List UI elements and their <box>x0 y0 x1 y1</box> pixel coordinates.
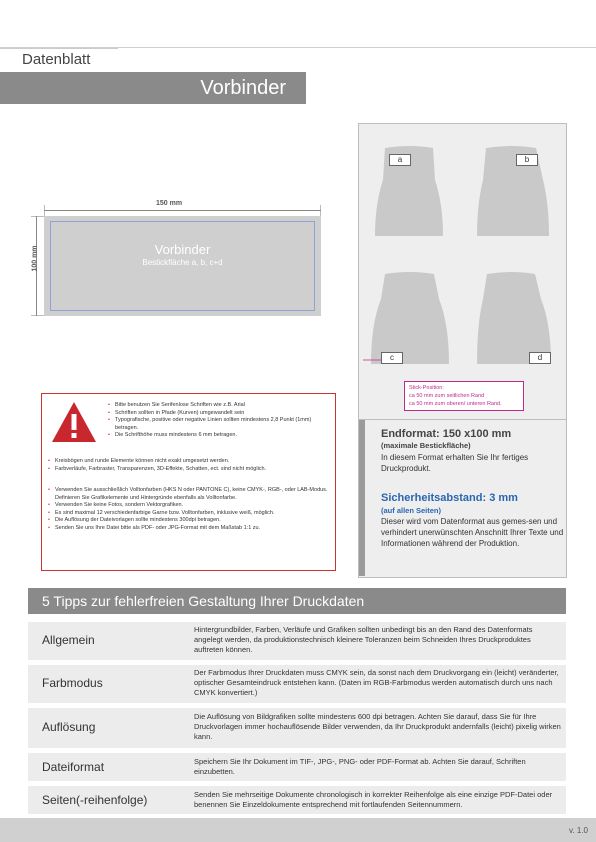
tag-d: d <box>529 352 551 364</box>
stick-position-line: ca 50 mm zum seitlichen Rand <box>409 393 485 399</box>
tip-text: Der Farbmodus Ihrer Druckdaten muss CMYK sein, da sonst nach dem Druckvorgang ein (leicht) veränderter, optischer Gesamteindruck entstehen kann. (Daten im RGB-Farbmodus werden automatisch durch uns nach CMYK konvertiert.) <box>194 668 559 697</box>
tip-row-seiten <box>28 786 566 814</box>
page-title: Vorbinder <box>200 77 286 99</box>
tip-text: Senden Sie mehrseitige Dokumente chronologisch in korrekter Reihenfolge als eine einzige PDF-Datei oder benennen Sie Einzeldokumente entsprechend mit fortlaufenden Seitennummern. <box>194 790 553 809</box>
tip-row-dateiformat <box>28 753 566 781</box>
warning-item: • Kreisbögen und runde Elemente können nicht exakt umgesetzt werden. <box>48 458 332 466</box>
width-dimension-line <box>44 210 321 211</box>
title-bar <box>0 72 306 104</box>
safety-subheading: (auf allen Seiten) <box>381 506 442 515</box>
extension-line <box>31 216 45 217</box>
warning-item: • Typografische, positive oder negative Linien sollten mindestens 2,8 Punkt (1mm) betragen. <box>108 417 330 432</box>
tip-text: Die Auflösung von Bildgrafiken sollte mindestens 600 dpi betragen. Achten Sie darauf, dass Sie für Ihre Druckvorlagen immer hochauflösende Bilder verwenden, da Ihr Druckprodukt andernfalls (leicht) pixelig wirken kann. <box>194 712 561 741</box>
safety-text: Dieser wird vom Datenformat aus gemes-sen und verhindert unerwünschten Anschnitt Ihrer Texte und Informationen während der Produktion. <box>381 517 564 548</box>
tip-text: Hintergrundbilder, Farben, Verläufe und Grafiken sollten unbedingt bis an den Rand des Datenformats angelegt werden, da produktionstechnisch kleinere Toleranzen beim Schneiden Ihres Druckproduktes auftreten können. <box>194 625 533 654</box>
tag-a: a <box>389 154 411 166</box>
tip-label: Auflösung <box>42 720 96 734</box>
warning-item: • Die Auflösung der Dateivorlagen sollte mindestens 300dpi betragen. <box>48 517 332 525</box>
tag-c: c <box>381 352 403 364</box>
apron-mockup-panel <box>358 123 567 420</box>
warning-icon <box>50 400 98 444</box>
warning-item: • Farbverläufe, Farbraster, Transparenzen, 3D-Effekte, Schatten, ect. sind nicht möglich. <box>48 466 332 474</box>
tag-b: b <box>516 154 538 166</box>
tips-header: 5 Tipps zur fehlerfreien Gestaltung Ihrer Druckdaten <box>28 588 566 614</box>
endformat-text: In diesem Format erhalten Sie Ihr fertiges Druckprodukt. <box>381 453 529 473</box>
safety-heading: Sicherheitsabstand: 3 mm <box>381 492 518 504</box>
tip-row-farbmodus <box>28 665 566 703</box>
info-accent-bar <box>359 420 365 576</box>
warning-item: • Schriften sollten in Pfade (Kurven) umgewandelt sein <box>108 410 330 418</box>
warning-item: • Verwenden Sie ausschließlich Volltonfarben (HKS N oder PANTONE C), keine CMYK-, RGB-, oder LAB-Modus. Definieren Sie Grafikelemente und Hintergründe ebenfalls als Volltonfarbe. <box>48 487 332 502</box>
drawing-subtitle: Bestickfläche a, b, c+d <box>142 258 223 267</box>
warning-list-fonts <box>108 402 330 440</box>
version-label: v. 1.0 <box>569 826 588 835</box>
warning-item: • Die Schrifthöhe muss mindestens 6 mm betragen. <box>108 432 330 440</box>
tip-row-aufloesung <box>28 708 566 748</box>
datenblatt-tab: Datenblatt <box>0 48 118 70</box>
warning-item: • Senden Sie uns Ihre Datei bitte als PDF- oder JPG-Format mit dem Maßstab 1:1 zu. <box>48 525 332 533</box>
endformat-subheading: (maximale Bestickfläche) <box>381 441 471 450</box>
warning-item: • Bitte benutzen Sie Serifenlose Schriften wie z.B. Arial <box>108 402 330 410</box>
stick-position-note <box>404 381 524 411</box>
tip-label: Dateiformat <box>42 760 105 774</box>
tip-label: Seiten(-reihenfolge) <box>42 793 148 807</box>
footer-bar <box>0 818 596 842</box>
format-info-panel <box>358 420 567 578</box>
warning-list-colors <box>48 487 332 533</box>
height-label: 100 mm <box>31 245 39 272</box>
warning-list-shapes <box>48 458 332 473</box>
tip-text: Speichern Sie Ihr Dokument im TIF-, JPG-, PNG- oder PDF-Format ab. Achten Sie darauf, Schriften einzubetten. <box>194 757 526 776</box>
warning-item: • Es sind maximal 12 verschiedenfarbige Garne bzw. Volltonfarben, inklusive weiß, möglich. <box>48 510 332 518</box>
tip-label: Farbmodus <box>42 676 103 690</box>
stick-position-title: Stick-Position: <box>409 385 444 391</box>
warning-item: • Verwenden Sie keine Fotos, sondern Vektorgrafiken. <box>48 502 332 510</box>
tip-label: Allgemein <box>42 633 95 647</box>
width-label: 150 mm <box>156 200 183 207</box>
extension-line <box>31 315 45 316</box>
endformat-heading: Endformat: 150 x100 mm <box>381 428 512 440</box>
tip-row-allgemein <box>28 622 566 660</box>
drawing-title: Vorbinder <box>154 242 211 257</box>
stick-position-line: ca 50 mm zum oberen/ unteren Rand. <box>409 401 502 407</box>
